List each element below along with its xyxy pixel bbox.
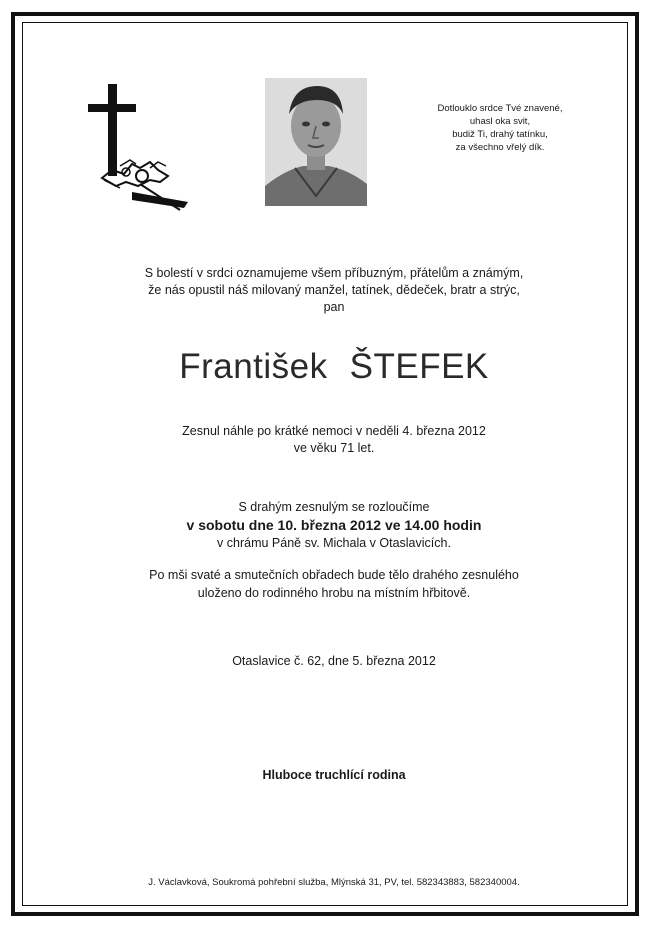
deceased-name bbox=[40, 344, 628, 390]
funeral-info bbox=[60, 498, 608, 552]
burial-info bbox=[60, 566, 608, 602]
funeral-intro: S drahým zesnulým se rozloučíme bbox=[238, 500, 430, 514]
poem bbox=[400, 102, 600, 154]
funeral-datetime: v sobotu dne 10. března 2012 ve 14.00 hodin bbox=[186, 517, 482, 533]
funeral-service-footer: J. Václavková, Soukromá pohřební služba, Mlýnská 31, PV, tel. 582343883, 582340004. bbox=[148, 877, 520, 888]
announcement-line: S bolestí v srdci oznamujeme všem příbuzným, přátelům a známým, bbox=[144, 266, 524, 280]
death-notice bbox=[60, 423, 608, 457]
announcement bbox=[60, 265, 608, 316]
poem-line: uhasl oka svit, bbox=[469, 116, 531, 127]
burial-line: uloženo do rodinného hrobu na místním hřbitově. bbox=[197, 586, 471, 600]
death-line: ve věku 71 let. bbox=[293, 441, 375, 455]
place-date: Otaslavice č. 62, dne 5. března 2012 bbox=[232, 654, 436, 668]
burial-line: Po mši svaté a smutečních obřadech bude tělo drahého zesnulého bbox=[149, 568, 519, 582]
portrait-photo bbox=[265, 78, 367, 206]
deceased-first-name: František bbox=[179, 347, 328, 386]
poem-line: budiž Ti, drahý tatínku, bbox=[452, 129, 548, 140]
family-signature: Hluboce truchlící rodina bbox=[262, 768, 406, 782]
funeral-location: v chrámu Páně sv. Michala v Otaslavicích. bbox=[217, 536, 451, 550]
announcement-line: pan bbox=[323, 300, 345, 314]
cross-with-flowers-icon bbox=[80, 80, 195, 225]
announcement-line: že nás opustil náš milovaný manžel, tatínek, dědeček, bratr a strýc, bbox=[148, 283, 520, 297]
poem-line: za všechno vřelý dík. bbox=[455, 142, 545, 153]
death-line: Zesnul náhle po krátké nemoci v neděli 4. března 2012 bbox=[182, 424, 486, 438]
deceased-last-name: ŠTEFEK bbox=[349, 347, 489, 386]
poem-line: Dotlouklo srdce Tvé znavené, bbox=[437, 103, 563, 114]
